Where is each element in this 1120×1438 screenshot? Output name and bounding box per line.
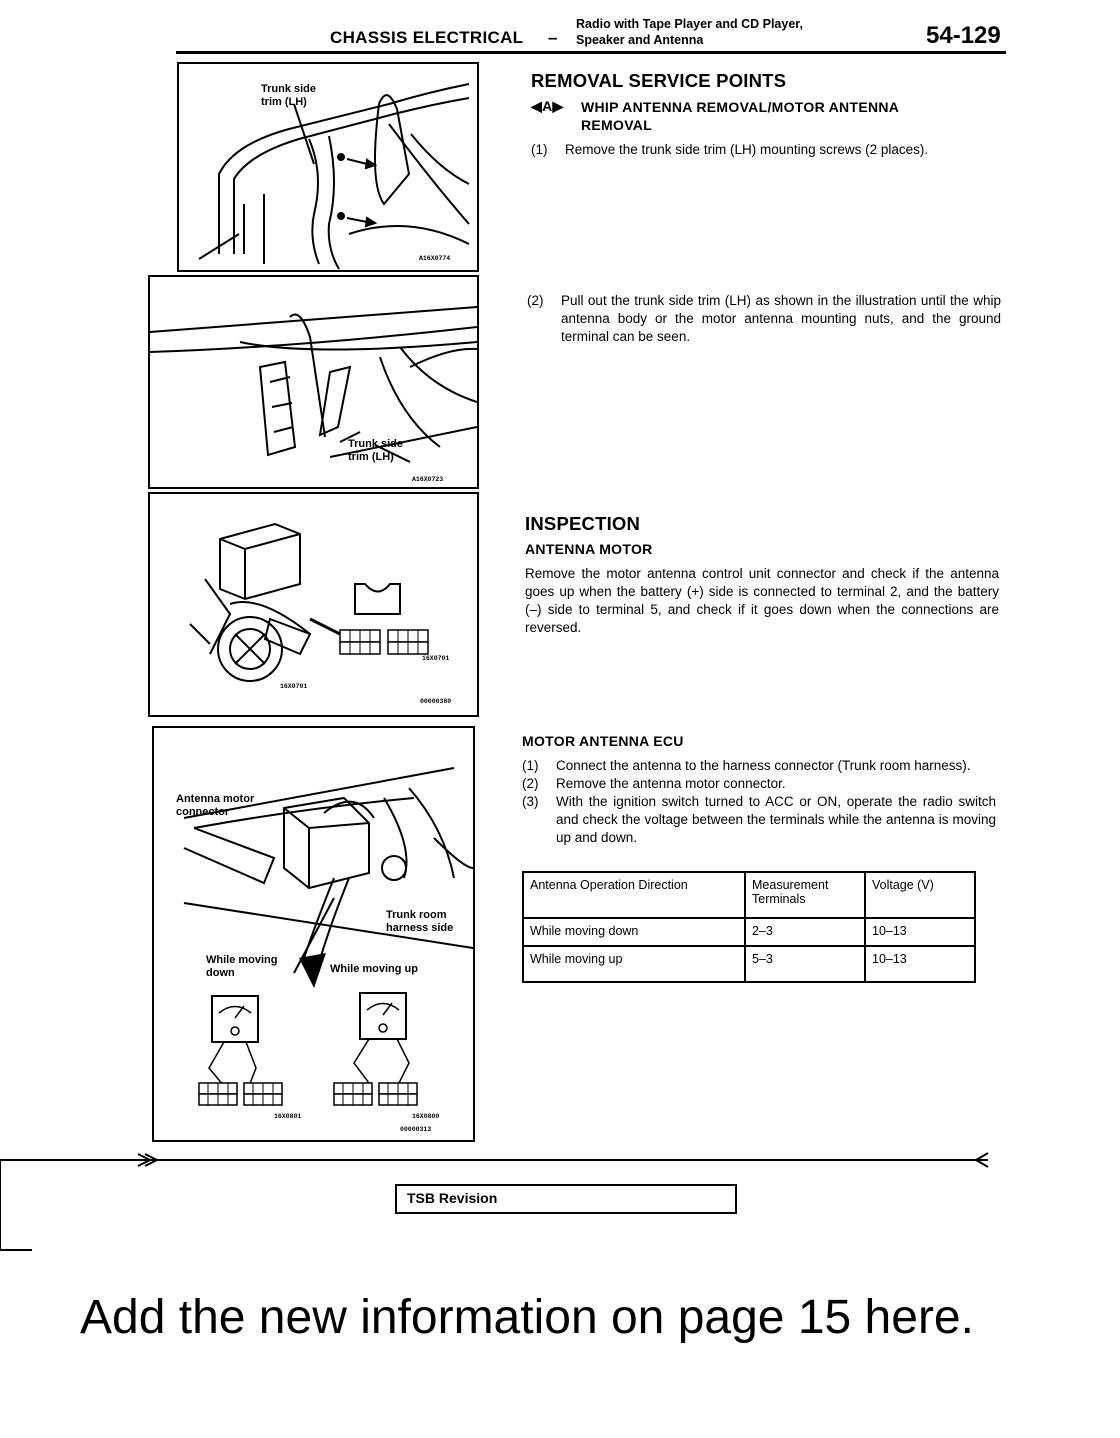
fig3-code: 00000380 — [420, 698, 452, 705]
tsb-revision-box: TSB Revision — [395, 1184, 737, 1214]
fig4-code-left: 16X0801 — [274, 1113, 302, 1120]
ecu-step-3 — [522, 793, 996, 847]
voltage-table-header-terminals: Measurement Terminals — [745, 872, 865, 918]
fig4-code: 00000313 — [400, 1126, 432, 1133]
removal-title: REMOVAL SERVICE POINTS — [531, 70, 787, 91]
header-subtitle-line1: Radio with Tape Player and CD Player, — [576, 17, 803, 31]
header-section-title: CHASSIS ELECTRICAL — [330, 28, 524, 47]
ecu-step-3-num: (3) — [522, 794, 539, 809]
ecu-step-2-text: Remove the antenna motor connector. — [556, 776, 786, 791]
voltage-table-header-row — [523, 872, 975, 918]
fig2-code: A16X0723 — [412, 476, 444, 483]
voltage-table-header-voltage: Voltage (V) — [865, 872, 975, 918]
fig4-connector-label-line1: Antenna motor — [176, 793, 255, 805]
figure-trunk-side-trim-screws — [177, 62, 479, 272]
fig1-label-line1: Trunk side — [261, 83, 317, 95]
ecu-step-3-text: With the ignition switch turned to ACC or ON, operate the radio switch and check the voltage between the terminals while the antenna is moving up and down. — [556, 794, 996, 845]
voltage-table-cell: 2–3 — [745, 918, 865, 946]
header-rule — [176, 51, 1006, 54]
fig4-connector-label-line2: connector — [176, 806, 230, 818]
table-row — [523, 918, 975, 946]
voltage-table — [522, 871, 976, 983]
ecu-title: MOTOR ANTENNA ECU — [522, 733, 684, 749]
removal-subtitle — [531, 98, 899, 134]
voltage-table-cell: 10–13 — [865, 946, 975, 982]
removal-step-2-text: Pull out the trunk side trim (LH) as shown in the illustration until the whip antenna body or the motor antenna mounting nuts, and the ground terminal can be seen. — [561, 293, 1001, 344]
fig4-code-right: 16X0800 — [412, 1113, 440, 1120]
figure-antenna-motor-terminals — [148, 492, 479, 717]
fig1-label-line2: trim (LH) — [261, 96, 307, 108]
removal-step-1-num: (1) — [531, 142, 548, 157]
fig4-harness-label-line1: Trunk room — [386, 909, 447, 921]
removal-step-1 — [531, 141, 1005, 159]
removal-step-1-text: Remove the trunk side trim (LH) mounting screws (2 places). — [565, 142, 929, 157]
fig3-code-connector: 16X0701 — [422, 655, 450, 662]
ecu-step-1-num: (1) — [522, 758, 539, 773]
removal-marker: ◀A▶ — [531, 98, 564, 114]
inspection-subtitle: ANTENNA MOTOR — [525, 541, 653, 557]
added-note: Add the new information on page 15 here. — [80, 1291, 974, 1344]
voltage-table-cell: 10–13 — [865, 918, 975, 946]
inspection-text: Remove the motor antenna control unit connector and check if the antenna goes up when the battery (+) side is connected to terminal 2, and the battery (–) side to terminal 5, and check if it goes down when the connections are reversed. — [525, 566, 999, 635]
ecu-step-2 — [522, 775, 996, 793]
voltage-table-cell: 5–3 — [745, 946, 865, 982]
fig4-up-label: While moving up — [330, 963, 418, 975]
fig4-harness-label-line2: harness side — [386, 922, 454, 934]
table-row — [523, 946, 975, 982]
fig2-label-line2: trim (LH) — [348, 451, 394, 463]
header-subtitle-line2: Speaker and Antenna — [576, 33, 704, 47]
removal-step-2-num: (2) — [527, 293, 544, 308]
ecu-steps — [522, 757, 996, 847]
fig4-down-label-line2: down — [206, 967, 235, 979]
ecu-step-1 — [522, 757, 996, 775]
voltage-table-header-direction: Antenna Operation Direction — [523, 872, 745, 918]
removal-subtitle-line2: REMOVAL — [581, 117, 653, 133]
header-dash: – — [548, 28, 558, 47]
voltage-table-cell: While moving down — [523, 918, 745, 946]
removal-step-2 — [527, 292, 1001, 346]
fig3-code-small: 16X0701 — [280, 683, 308, 690]
fig2-label-line1: Trunk side — [348, 438, 404, 450]
inspection-title: INSPECTION — [525, 513, 641, 534]
page-number: 54-129 — [926, 22, 1001, 49]
fig1-code: A16X0774 — [419, 255, 451, 262]
figure-motor-antenna-ecu-check — [152, 726, 475, 1142]
voltage-table-cell: While moving up — [523, 946, 745, 982]
removal-subtitle-line1: WHIP ANTENNA REMOVAL/MOTOR ANTENNA — [581, 99, 900, 115]
figure-pull-out-trunk-trim — [148, 275, 479, 489]
ecu-step-2-num: (2) — [522, 776, 539, 791]
ecu-step-1-text: Connect the antenna to the harness connector (Trunk room harness). — [556, 758, 971, 773]
fig4-down-label-line1: While moving — [206, 954, 278, 966]
header-subtitle — [576, 16, 803, 48]
